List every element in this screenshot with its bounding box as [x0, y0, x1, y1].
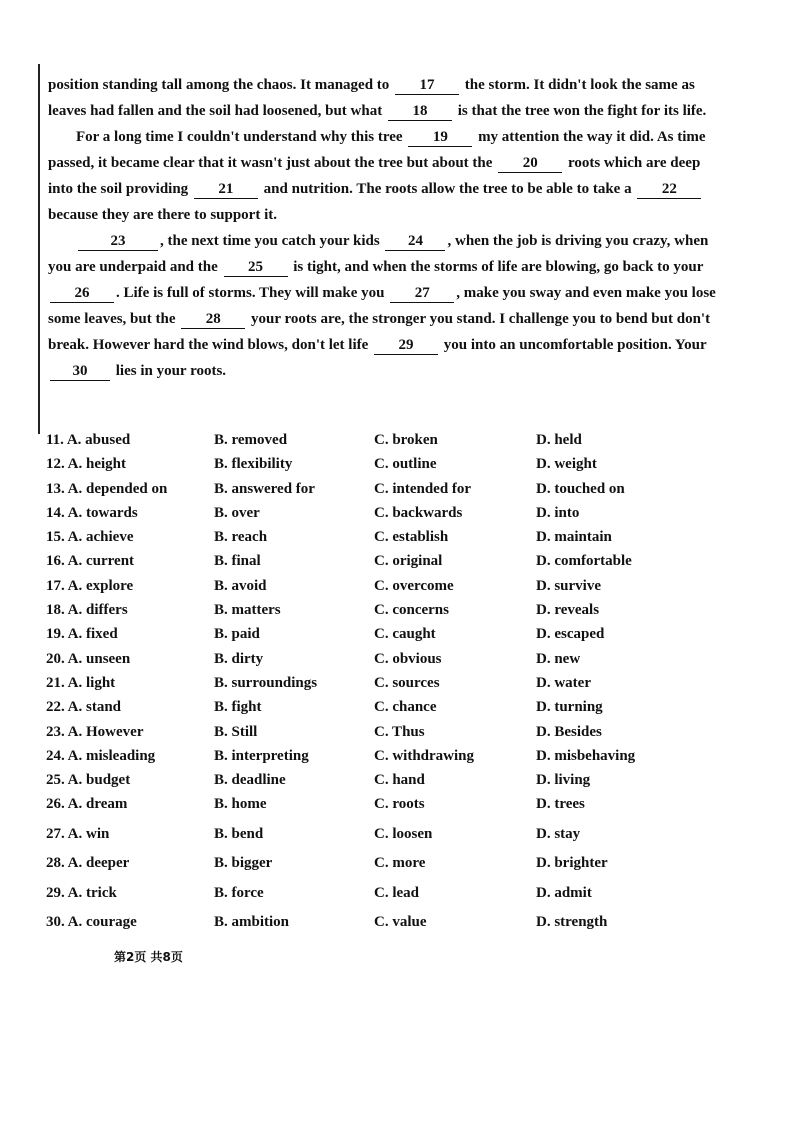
margin-line [38, 64, 40, 434]
option-a: 30. A. courage [46, 914, 137, 931]
option-b: B. ambition [214, 914, 290, 931]
option-a: 21. A. light [46, 674, 116, 691]
option-c: C. Thus [374, 723, 425, 740]
option-c: C. withdrawing [374, 747, 475, 764]
option-row-25 [46, 772, 746, 796]
option-b: B. paid [214, 626, 260, 643]
option-d: D. Besides [536, 723, 602, 740]
paragraph-1 [48, 72, 724, 124]
option-c: C. obvious [374, 650, 442, 667]
option-b: B. fight [214, 699, 262, 716]
option-row-12 [46, 456, 746, 480]
blank-26: 26 [50, 284, 114, 303]
passage-text: my attention the way it did. As time passed, it became clear that it wasn't just about the tree but about the [48, 129, 706, 171]
option-row-26 [46, 796, 746, 826]
option-a: 11. A. abused [46, 432, 131, 448]
blank-17: 17 [395, 76, 459, 95]
option-b: B. final [214, 553, 261, 570]
option-d: D. touched on [536, 480, 625, 497]
option-a: 13. A. depended on [46, 480, 168, 497]
option-c: C. chance [374, 699, 437, 716]
option-d: D. strength [536, 914, 608, 931]
blank-21: 21 [194, 180, 258, 199]
option-c: C. overcome [374, 577, 454, 594]
option-row-17 [46, 578, 746, 602]
passage-text: your roots are, the stronger you stand. I challenge you to bend but don't break. However hard the wind blows, don't let life [48, 311, 711, 353]
option-row-15 [46, 529, 746, 553]
option-a: 24. A. misleading [46, 747, 156, 764]
passage-text: , the next time you catch your kids [160, 233, 384, 249]
passage-text: For a long time I couldn't understand why this tree [76, 129, 407, 145]
passage-text: position standing tall among the chaos. It managed to [48, 77, 394, 93]
option-c: C. caught [374, 626, 436, 643]
passage-text: because they are there to support it. [48, 207, 277, 223]
option-c: C. establish [374, 529, 449, 546]
option-b: B. home [214, 796, 267, 813]
option-b: B. interpreting [214, 747, 309, 764]
cloze-passage [48, 72, 724, 384]
option-d: D. brighter [536, 855, 608, 872]
option-d: D. misbehaving [536, 747, 636, 764]
blank-18: 18 [388, 102, 452, 121]
option-row-22 [46, 699, 746, 723]
option-a: 19. A. fixed [46, 626, 118, 643]
blank-30: 30 [50, 362, 110, 381]
passage-text: roots which are deep into the soil providing [48, 155, 701, 197]
option-row-16 [46, 553, 746, 577]
option-a: 25. A. budget [46, 772, 131, 789]
option-c: C. original [374, 553, 443, 570]
option-c: C. backwards [374, 504, 463, 521]
option-a: 20. A. unseen [46, 650, 131, 667]
option-row-24 [46, 748, 746, 772]
paragraph-2 [48, 124, 724, 228]
option-c: C. lead [374, 884, 419, 901]
option-a: 29. A. trick [46, 884, 117, 901]
option-row-14 [46, 505, 746, 529]
blank-23: 23 [78, 232, 158, 251]
option-b: B. surroundings [214, 674, 318, 691]
passage-text: you into an uncomfortable position. Your [440, 337, 707, 353]
option-a: 16. A. current [46, 553, 135, 570]
option-b: B. avoid [214, 577, 267, 594]
blank-29: 29 [374, 336, 438, 355]
option-a: 17. A. explore [46, 577, 134, 594]
option-d: D. escaped [536, 626, 605, 643]
option-b: B. answered for [214, 480, 315, 497]
option-d: D. held [536, 432, 582, 448]
option-d: D. reveals [536, 602, 600, 619]
option-c: C. intended for [374, 480, 472, 497]
option-d: D. new [536, 650, 581, 667]
option-c: C. roots [374, 796, 425, 813]
option-d: D. living [536, 772, 591, 789]
option-a: 27. A. win [46, 825, 110, 842]
option-d: D. water [536, 674, 591, 691]
paragraph-3 [48, 228, 724, 384]
blank-20: 20 [498, 154, 562, 173]
option-d: D. into [536, 504, 580, 521]
option-d: D. admit [536, 884, 592, 901]
option-d: D. trees [536, 796, 585, 813]
option-b: B. over [214, 504, 260, 521]
blank-27: 27 [390, 284, 454, 303]
option-c: C. hand [374, 772, 425, 789]
option-d: D. turning [536, 699, 603, 716]
option-row-11 [46, 432, 746, 456]
option-a: 15. A. achieve [46, 529, 134, 546]
option-c: C. value [374, 914, 427, 931]
option-row-18 [46, 602, 746, 626]
blank-22: 22 [637, 180, 701, 199]
option-b: B. matters [214, 602, 281, 619]
option-row-13 [46, 481, 746, 505]
option-b: B. flexibility [214, 456, 293, 473]
passage-text: the storm. It didn't look the same as leaves had fallen and the soil had loosened, but what [48, 77, 695, 119]
option-row-21 [46, 675, 746, 699]
option-d: D. survive [536, 577, 601, 594]
option-a: 28. A. deeper [46, 855, 130, 872]
option-a: 18. A. differs [46, 602, 128, 619]
option-row-28 [46, 855, 746, 885]
passage-text: is that the tree won the fight for its life. [453, 103, 707, 119]
option-row-23 [46, 724, 746, 748]
blank-19: 19 [408, 128, 472, 147]
option-a: 23. A. However [46, 723, 144, 740]
option-b: B. bigger [214, 855, 273, 872]
answer-options [46, 432, 746, 944]
option-row-20 [46, 651, 746, 675]
option-a: 14. A. towards [46, 504, 138, 521]
page-number: 第2页 共8页 [114, 950, 183, 964]
option-d: D. weight [536, 456, 597, 473]
passage-text: , make you sway and even make you lose some leaves, but the [48, 285, 716, 327]
option-c: C. sources [374, 674, 440, 691]
option-b: B. removed [214, 432, 288, 448]
option-b: B. Still [214, 723, 258, 740]
option-c: C. outline [374, 456, 437, 473]
option-row-27 [46, 826, 746, 856]
option-b: B. deadline [214, 772, 286, 789]
option-row-30 [46, 914, 746, 944]
option-b: B. force [214, 884, 264, 901]
passage-text: and nutrition. The roots allow the tree to be able to take a [259, 181, 636, 197]
option-row-29 [46, 885, 746, 915]
blank-24: 24 [385, 232, 445, 251]
option-a: 12. A. height [46, 456, 127, 473]
blank-28: 28 [181, 310, 245, 329]
passage-text: is tight, and when the storms of life are blowing, go back to your [289, 259, 704, 275]
passage-text: lies in your roots. [112, 363, 227, 379]
blank-25: 25 [224, 258, 288, 277]
option-c: C. more [374, 855, 426, 872]
option-row-19 [46, 626, 746, 650]
option-c: C. loosen [374, 825, 433, 842]
option-b: B. bend [214, 825, 264, 842]
option-b: B. reach [214, 529, 268, 546]
option-a: 22. A. stand [46, 699, 122, 716]
option-d: D. comfortable [536, 553, 632, 570]
option-a: 26. A. dream [46, 796, 128, 813]
passage-text: , when the job is driving you crazy, when you are underpaid and the [48, 233, 709, 275]
option-d: D. maintain [536, 529, 612, 546]
option-c: C. broken [374, 432, 438, 448]
passage-text: . Life is full of storms. They will make you [116, 285, 389, 301]
option-d: D. stay [536, 825, 581, 842]
option-b: B. dirty [214, 650, 264, 667]
option-c: C. concerns [374, 602, 449, 619]
